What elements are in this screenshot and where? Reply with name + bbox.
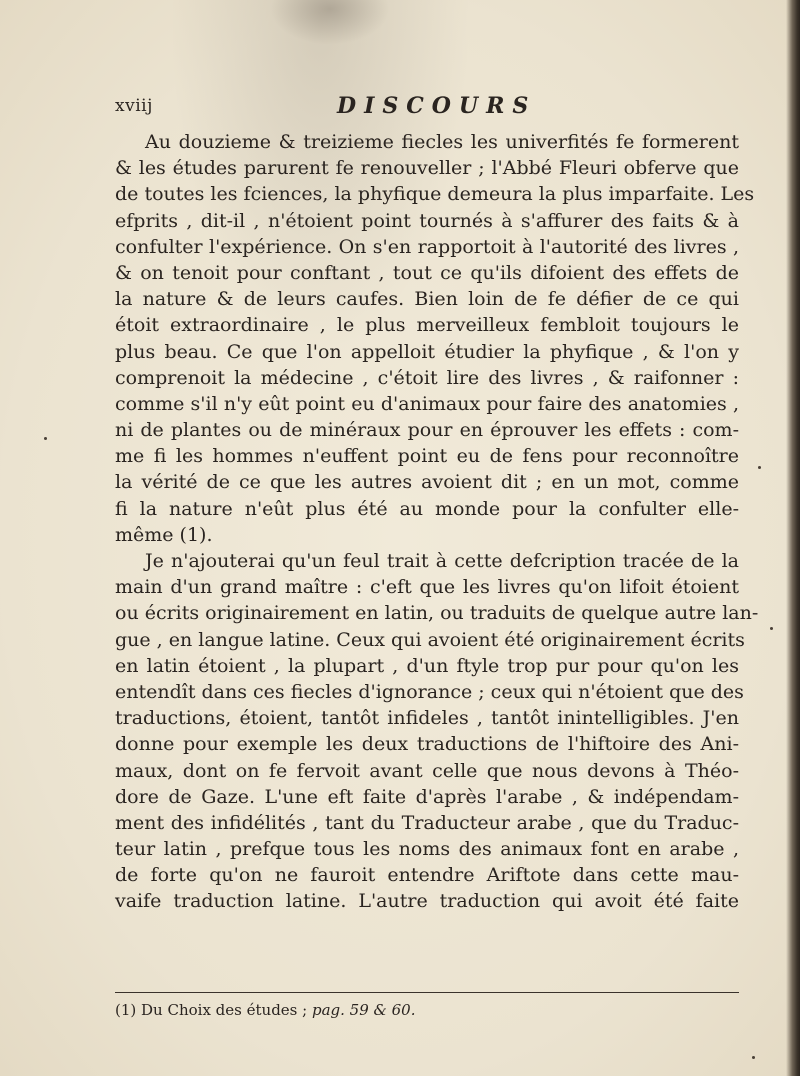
text-line: la nature & de leurs caufes. Bien loin de fe défier de ce qui: [115, 288, 739, 311]
text-line: vaife traduction latine. L'autre traduction qui avoit été faite: [115, 890, 739, 913]
running-title: DISCOURS: [337, 93, 537, 119]
ink-smudge: [270, 0, 390, 45]
text-line: ni de plantes ou de minéraux pour en éprouver les effets : com-: [115, 419, 739, 442]
text-line: entendît dans ces fiecles d'ignorance ; ceux qui n'étoient que des: [115, 680, 744, 703]
body-text: [115, 129, 759, 915]
paper-speck: [752, 1056, 755, 1059]
text-line: même (1).: [115, 523, 213, 546]
text-line: teur latin , prefque tous les noms des animaux font en arabe ,: [115, 838, 739, 861]
text-line: étoit extraordinaire , le plus merveilleux fembloit toujours le: [115, 314, 739, 337]
page-header: [115, 93, 735, 123]
text-line: ou écrits originairement en latin, ou traduits de quelque autre lan-: [115, 602, 759, 625]
text-line: dore de Gaze. L'une eft faite d'après l'arabe , & indépendam-: [115, 785, 739, 808]
footnote: [115, 1000, 416, 1020]
text-line: & les études parurent fe renouveller ; l'Abbé Fleuri obferve que: [115, 157, 739, 180]
page-edge-shadow: [786, 0, 800, 1076]
paper-speck: [44, 437, 47, 440]
text-line: comprenoit la médecine , c'étoit lire des livres , & raifonner :: [115, 366, 739, 389]
text-line: Au douzieme & treizieme fiecles les univerfités fe formerent: [145, 131, 739, 153]
text-line: donne pour exemple les deux traductions de l'hiftoire des Ani-: [115, 733, 739, 756]
text-line: de forte qu'on ne fauroit entendre Ariftote dans cette mau-: [115, 864, 739, 887]
page-number: xviij: [115, 96, 153, 116]
text-line: de toutes les fciences, la phyfique demeura la plus imparfaite. Les: [115, 183, 755, 206]
text-line: la vérité de ce que les autres avoient dit ; en un mot, comme: [115, 471, 739, 494]
text-line: main d'un grand maître : c'eft que les livres qu'on lifoit étoient: [115, 576, 739, 599]
text-line: Je n'ajouterai qu'un feul trait à cette defcription tracée de la: [145, 550, 739, 572]
text-line: gue , en langue latine. Ceux qui avoient été originairement écrits: [115, 628, 745, 651]
text-line: fi la nature n'eût plus été au monde pour la confulter elle-: [115, 497, 739, 520]
paper-speck: [758, 466, 761, 469]
text-line: traductions, étoient, tantôt infideles , tantôt inintelligibles. J'en: [115, 707, 739, 730]
footnote-divider: [115, 992, 739, 993]
text-line: confulter l'expérience. On s'en rapportoit à l'autorité des livres ,: [115, 235, 739, 258]
paper-speck: [770, 627, 773, 630]
text-line: efprits , dit-il , n'étoient point tournés à s'affurer des faits & à: [115, 209, 739, 232]
text-line: comme s'il n'y eût point eu d'animaux pour faire des anatomies ,: [115, 392, 739, 415]
footnote-reference: pag. 59 & 60.: [311, 1001, 416, 1019]
text-line: me fi les hommes n'euffent point eu de fens pour reconnoître: [115, 445, 739, 468]
text-line: en latin étoient , la plupart , d'un ftyle trop pur pour qu'on les: [115, 654, 739, 677]
footnote-marker: (1): [115, 1001, 137, 1019]
text-line: plus beau. Ce que l'on appelloit étudier la phyfique , & l'on y: [115, 340, 739, 363]
text-line: & on tenoit pour conftant , tout ce qu'ils difoient des effets de: [115, 261, 739, 284]
text-line: ment des infidélités , tant du Traducteur arabe , que du Traduc-: [115, 811, 739, 834]
footnote-text: Du Choix des études ;: [141, 1001, 308, 1019]
text-line: maux, dont on fe fervoit avant celle que nous devons à Théo-: [115, 759, 739, 782]
